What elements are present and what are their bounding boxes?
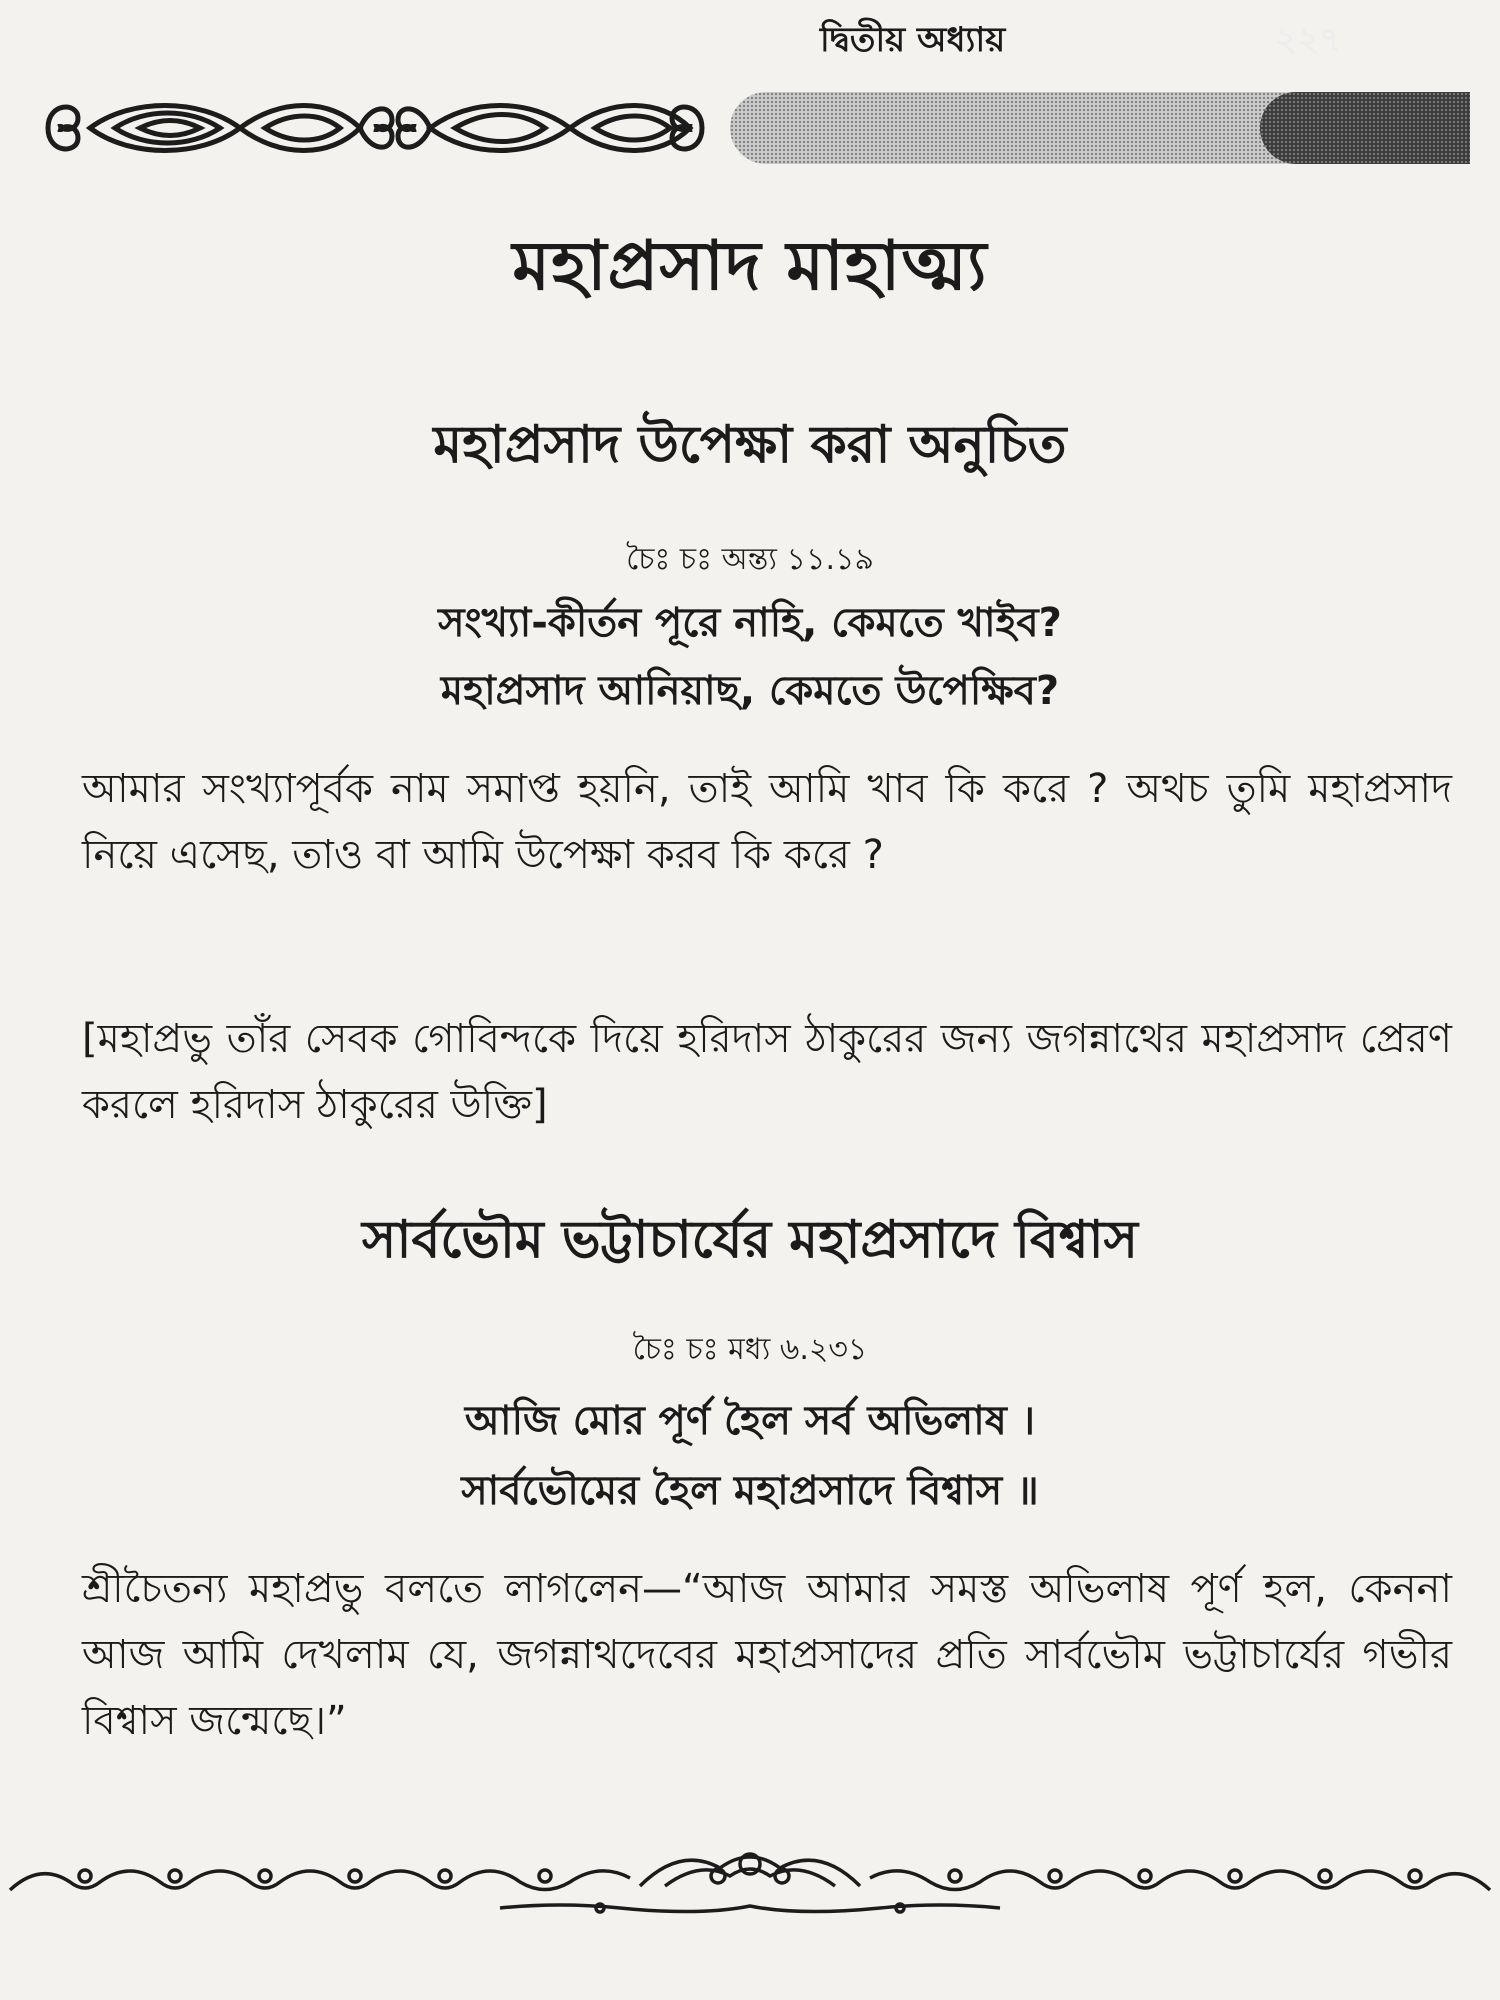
page-number-pill	[1260, 92, 1470, 164]
verse-line: আজি মোর পূর্ণ হৈল সর্ব অভিলাষ ।	[464, 1398, 1036, 1444]
scripture-reference: চৈঃ চঃ অন্ত্য ১১.১৯	[626, 542, 874, 577]
running-header	[30, 88, 1470, 168]
verse-line: সার্বভৌমের হৈল মহাপ্রসাদে বিশ্বাস ॥	[461, 1468, 1039, 1514]
chapter-title: দ্বিতীয় অধ্যায়	[820, 20, 1006, 60]
verse-line: মহাপ্রসাদ আনিয়াছ, কেমতে উপেক্ষিব?	[440, 668, 1060, 714]
page-number: ২২৭	[1275, 20, 1342, 60]
context-note-paragraph: [মহাপ্রভু তাঁর সেবক গোবিন্দকে দিয়ে হরিদাস ঠাকুরের জন্য জগন্নাথের মহাপ্রসাদ প্রেরণ করলে হরিদাস ঠাকুরের উক্তি]	[82, 1016, 1452, 1128]
floral-divider-icon	[0, 1842, 1500, 1932]
page-title: মহাপ্রসাদ মাহাত্ম্য	[512, 227, 988, 306]
translation-paragraph: আমার সংখ্যাপূর্বক নাম সমাপ্ত হয়নি, তাই আমি খাব কি করে ? অথচ তুমি মহাপ্রসাদ নিয়ে এসেছ, তাও বা আমি উপেক্ষা করব কি করে ?	[82, 766, 1452, 878]
scripture-reference: চৈঃ চঃ মধ্য ৬.২৩১	[632, 1332, 868, 1367]
section-heading: সার্বভৌম ভট্টাচার্যের মহাপ্রসাদে বিশ্বাস	[362, 1210, 1138, 1270]
translation-paragraph: শ্রীচৈতন্য মহাপ্রভু বলতে লাগলেন—“আজ আমার সমস্ত অভিলাষ পূর্ণ হল, কেননা আজ আমি দেখলাম যে, জগন্নাথদেবের মহাপ্রসাদের প্রতি সার্বভৌম ভট্টাচার্যের গভীর বিশ্বাস জন্মেছে।”	[82, 1566, 1452, 1744]
scroll-ornament-icon	[30, 88, 730, 168]
verse-line: সংখ্যা-কীর্তন পূরে নাহি, কেমতে খাইব?	[438, 600, 1062, 646]
section-heading: মহাপ্রসাদ উপেক্ষা করা অনুচিত	[433, 415, 1067, 475]
